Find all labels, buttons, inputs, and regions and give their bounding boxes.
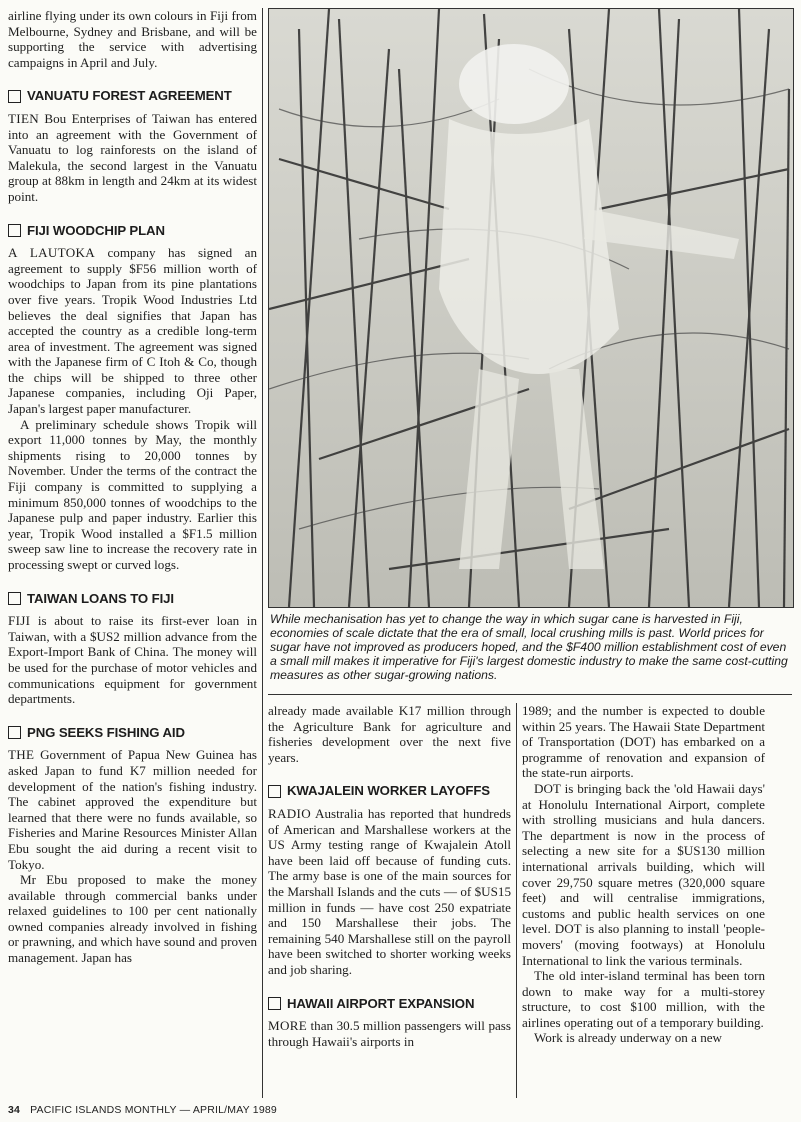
heading-text: FIJI WOODCHIP PLAN [27, 222, 165, 238]
heading-text: HAWAII AIRPORT EXPANSION [287, 995, 475, 1011]
checkbox-icon [8, 224, 21, 237]
caption-rule [268, 694, 792, 695]
paragraph-text: Bou Enterprises of Taiwan has entered into an agreement with the Government of Vanuatu to log rainforests on the island of Malekula, the second largest in the Vanuatu group at 88km in length and 24km at its widest point. [8, 110, 257, 204]
heading-text: TAIWAN LOANS TO FIJI [27, 590, 174, 606]
column-divider [262, 8, 263, 1098]
page-number: 34 [8, 1104, 21, 1116]
lead-word: FIJI [8, 613, 31, 629]
checkbox-icon [8, 726, 21, 739]
intro-paragraph: airline flying under its own colours in Fiji from Melbourne, Sydney and Brisbane, and will be supporting the service with advertising campaigns in April and July. [8, 8, 257, 70]
lead-word: RADIO [268, 805, 311, 821]
lead-word: A LAUTOKA [8, 245, 95, 261]
sugar-cane-photo [268, 8, 794, 608]
paragraph-text: is about to raise its first-ever loan in Taiwan, with a $US2 million advance from the Export-Import Bank of China. The money will be used for the purchase of motor vehicles and communications equipment for government departments. [8, 613, 257, 707]
photo-caption: While mechanisation has yet to change the way in which sugar cane is harvested in Fiji, economies of scale dictate that the era of small, local crushing mills is past. World prices for sugar have not improved as producers hoped, and the $F400 million establishment cost of even a small mill makes it imperative for Fiji's largest domestic industry to make the same cost-cutting measures as other sugar-growing nations. [270, 612, 788, 682]
section-heading-vanuatu [8, 88, 257, 104]
column-2 [268, 703, 511, 1049]
section-heading-woodchip [8, 223, 257, 239]
article-paragraph [8, 111, 257, 205]
section-heading-hawaii-airport [268, 996, 511, 1012]
article-paragraph [8, 747, 257, 872]
publication-name: PACIFIC ISLANDS MONTHLY — APRIL/MAY 1989 [30, 1104, 277, 1116]
lead-word: MORE [268, 1018, 308, 1034]
heading-text: VANUATU FOREST AGREEMENT [27, 88, 232, 104]
section-heading-kwajalein [268, 783, 511, 799]
article-paragraph: A preliminary schedule shows Tropik will export 11,000 tonnes by May, the monthly shipments rising to 20,000 tonnes by November. Under the terms of the contract the Fiji company is committed to supplying a minimum 850,000 tonnes of woodchips to the Japanese pulp and paper industry. Earlier this year, Tropik Wood installed a $F1.5 million sweep saw line to increase the recovery rate in processing swept or curved logs. [8, 416, 257, 572]
section-heading-png-fishing [8, 725, 257, 741]
checkbox-icon [8, 90, 21, 103]
article-paragraph [268, 806, 511, 978]
checkbox-icon [8, 592, 21, 605]
article-paragraph: Mr Ebu proposed to make the money available through commercial banks under relaxed guidelines to 100 per cent nationally owned companies already involved in fishing or prawning, and which have sound and proven management. Japan has [8, 872, 257, 966]
article-paragraph [8, 613, 257, 707]
article-paragraph: The old inter-island terminal has been torn down to make way for a multi-storey structure, to cost $100 million, with the airlines operating out of a temporary building. [522, 968, 765, 1030]
article-paragraph: DOT is bringing back the 'old Hawaii days' at Honolulu International Airport, complete with strolling musicians and hula dancers. The department is now in the process of selecting a new site for a $US130 million international arrivals building, which will cover 29,750 square metres (320,000 square feet) and will centralise immigrations, customs and public health services on one level. DOT is also planning to install 'people-movers' (moving footways) at Honolulu International to link the various terminals. [522, 780, 765, 968]
article-paragraph: 1989; and the number is expected to double within 25 years. The Hawaii State Department of Transportation (DOT) has embarked on a programme of renovation and expansion of the state-run airports. [522, 703, 766, 781]
section-heading-taiwan-loans [8, 591, 257, 607]
heading-text: KWAJALEIN WORKER LAYOFFS [287, 783, 490, 799]
column-1 [8, 8, 257, 966]
photo-image [269, 9, 793, 607]
paragraph-text: Government of Papua New Guinea has asked Japan to fund K7 million needed for development of the nation's fishing industry. The cabinet approved the expenditure but learned that there were no funds available, so Fisheries and Marine Resources Minister Allan Ebu sought the aid during a recent visit to Tokyo. [8, 747, 257, 872]
paragraph-text: than 30.5 million passengers will pass through Hawaii's airports in [268, 1018, 511, 1049]
checkbox-icon [268, 997, 281, 1010]
column-divider [516, 703, 517, 1098]
paragraph-text: Australia has reported that hundreds of American and Marshallese workers at the US Army testing range of Kwajalein Atoll have been laid off because of funding cuts. The army base is one of the main sources for the Marshall Islands and the cuts — of $US15 million in funds — have cost 250 expatriate and 150 Marshallese their jobs. The remaining 540 Marshallese still on the payroll have been switched to shorter working weeks and job sharing. [268, 805, 511, 977]
article-paragraph: Work is already underway on a new [534, 1030, 723, 1046]
heading-text: PNG SEEKS FISHING AID [27, 724, 185, 740]
lead-word: THE [8, 747, 35, 763]
article-paragraph [8, 245, 257, 417]
column-3 [522, 703, 765, 1046]
paragraph-text: company has signed an agreement to supply $F56 million worth of woodchips to Japan from its pine plantations over five years. Tropik Wood Industries Ltd believes the deal signifies that Japan has accepted the country as a credible long-term area of investment. The agreement was signed with the Japanese firm of C Itoh & Co, though the chips will be shipped to three other Japanese companies, including Oji Paper, Japan's largest paper manufacturer. [8, 245, 257, 417]
article-paragraph [268, 1018, 511, 1049]
page-footer [8, 1104, 277, 1116]
article-paragraph: already made available K17 million through the Agriculture Bank for agriculture and fisheries development over the next five years. [268, 703, 511, 765]
checkbox-icon [268, 785, 281, 798]
lead-word: TIEN [8, 110, 40, 126]
